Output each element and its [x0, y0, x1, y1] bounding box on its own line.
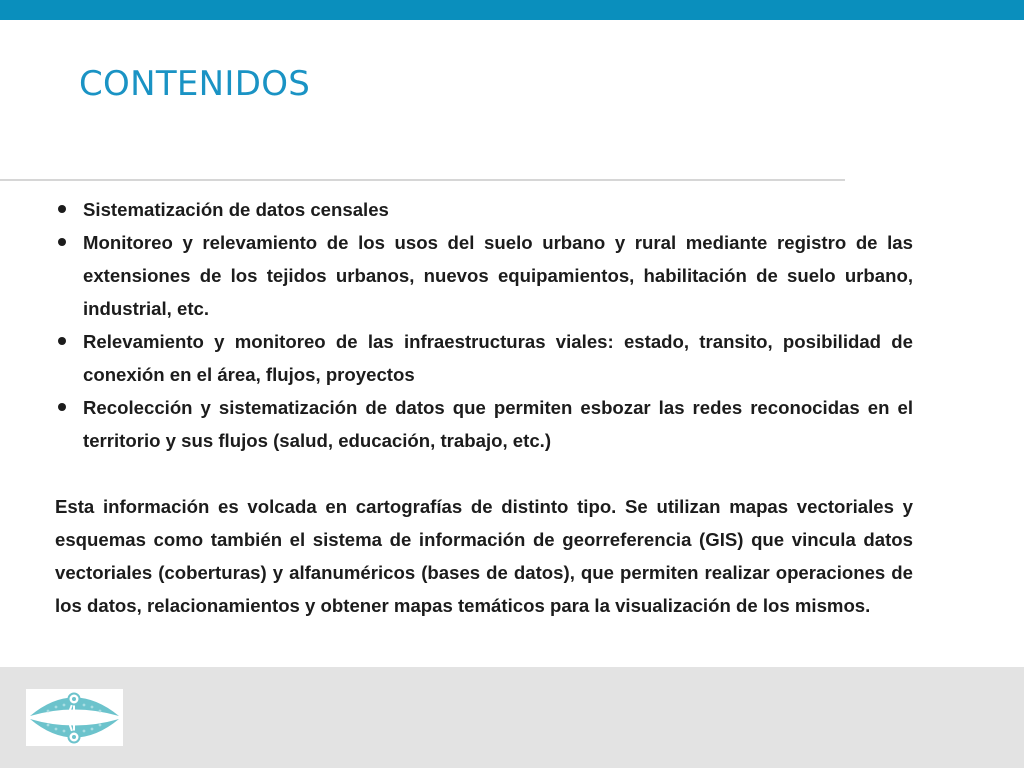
bullet-icon	[58, 238, 66, 246]
bullet-icon	[58, 205, 66, 213]
slide-content	[55, 193, 913, 622]
bullet-list	[55, 193, 913, 457]
title-divider	[0, 179, 845, 181]
bullet-item	[55, 226, 913, 325]
page-title: CONTENIDOS	[79, 64, 311, 104]
eye-network-logo-icon	[26, 689, 123, 746]
body-paragraph: Esta información es volcada en cartografías de distinto tipo. Se utilizan mapas vectoriales y esquemas como también el sistema de información de georreferencia (GIS) que vincula datos vectoriales (coberturas) y alfanuméricos (bases de datos), que permiten realizar operaciones de los datos, relacionamientos y obtener mapas temáticos para la visualización de los mismos.	[55, 496, 913, 616]
bullet-icon	[58, 337, 66, 345]
bullet-icon	[58, 403, 66, 411]
bullet-text: Sistematización de datos censales	[83, 199, 389, 220]
top-accent-bar	[0, 0, 1024, 20]
bullet-text: Recolección y sistematización de datos que permiten esbozar las redes reconocidas en el territorio y sus flujos (salud, educación, trabajo, etc.)	[83, 397, 913, 451]
bullet-item	[55, 391, 913, 457]
bullet-text: Monitoreo y relevamiento de los usos del suelo urbano y rural mediante registro de las extensiones de los tejidos urbanos, nuevos equipamientos, habilitación de suelo urbano, industrial, etc.	[83, 232, 913, 319]
bullet-text: Relevamiento y monitoreo de las infraestructuras viales: estado, transito, posibilidad de conexión en el área, flujos, proyectos	[83, 331, 913, 385]
bullet-item	[55, 193, 913, 226]
footer-band	[0, 667, 1024, 768]
bullet-item	[55, 325, 913, 391]
